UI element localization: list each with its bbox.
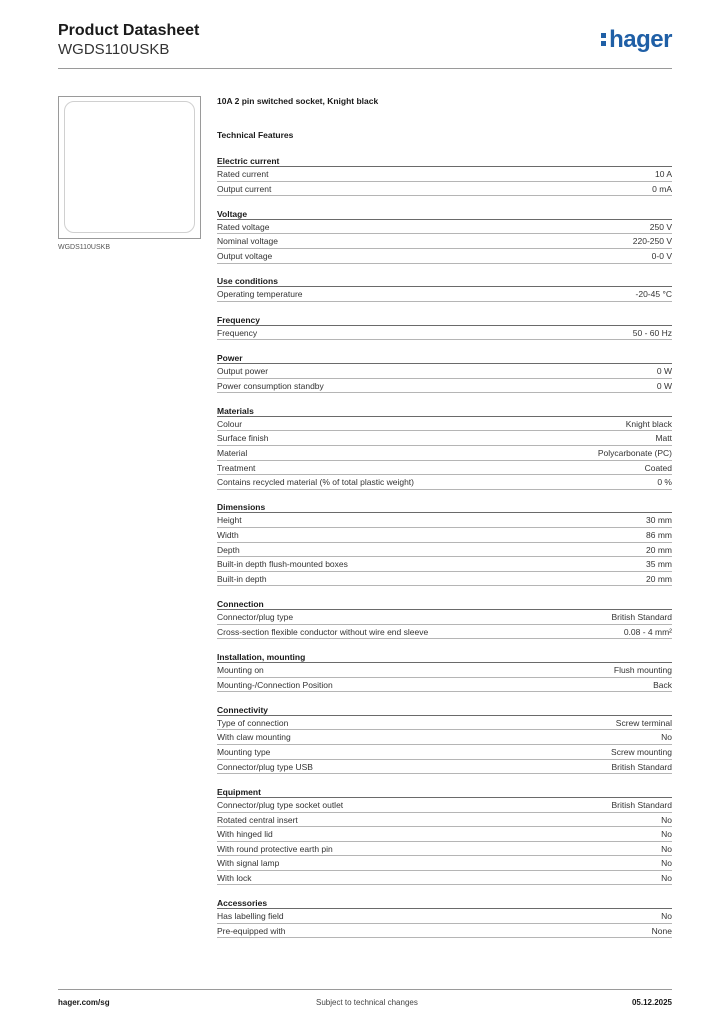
spec-label: Surface finish (217, 433, 269, 444)
spec-label: Output voltage (217, 251, 273, 262)
spec-row (217, 678, 672, 693)
spec-label: With hinged lid (217, 829, 273, 840)
spec-row (217, 364, 672, 379)
spec-label: Connector/plug type USB (217, 761, 313, 772)
spec-section (217, 206, 672, 264)
spec-row (217, 220, 672, 235)
spec-row (217, 475, 672, 490)
spec-value: 0 mA (652, 183, 672, 194)
spec-section (217, 403, 672, 490)
spec-label: With signal lamp (217, 858, 280, 869)
section-title: Power (217, 350, 672, 364)
spec-label: Connector/plug type socket outlet (217, 799, 344, 810)
spec-label: Cross-section flexible conductor without wire end sleeve (217, 626, 429, 637)
specifications-panel (217, 95, 672, 948)
spec-label: Built-in depth (217, 573, 267, 584)
spec-label: Rotated central insert (217, 814, 298, 825)
spec-label: Power consumption standby (217, 380, 324, 391)
section-title: Connection (217, 596, 672, 610)
spec-value: 35 mm (646, 559, 672, 570)
spec-label: Mounting-/Connection Position (217, 679, 333, 690)
spec-value: No (661, 858, 672, 869)
document-title: Product Datasheet (58, 22, 200, 39)
spec-label: Output power (217, 365, 269, 376)
spec-label: Treatment (217, 462, 256, 473)
spec-value: No (661, 732, 672, 743)
product-image (58, 96, 201, 239)
spec-label: Pre-equipped with (217, 925, 286, 936)
spec-row (217, 249, 672, 264)
technical-features-heading: Technical Features (217, 130, 294, 140)
logo-dots-icon (601, 31, 607, 48)
spec-label: Type of connection (217, 717, 289, 728)
hager-logo (601, 26, 672, 54)
footer-divider (58, 989, 672, 990)
spec-label: Mounting on (217, 664, 264, 675)
spec-row (217, 431, 672, 446)
spec-label: Nominal voltage (217, 236, 278, 247)
spec-value: 20 mm (646, 573, 672, 584)
spec-section (217, 312, 672, 341)
section-title: Installation, mounting (217, 649, 672, 663)
spec-row (217, 446, 672, 461)
spec-value: 220-250 V (632, 236, 672, 247)
spec-row (217, 745, 672, 760)
spec-label: Material (217, 447, 248, 458)
spec-section (217, 273, 672, 302)
section-title: Frequency (217, 312, 672, 326)
footer-website: hager.com/sg (58, 998, 110, 1007)
spec-row (217, 572, 672, 587)
spec-sections (217, 153, 672, 938)
spec-value: 50 - 60 Hz (632, 327, 672, 338)
spec-value: 0 W (656, 365, 672, 376)
product-description: 10A 2 pin switched socket, Knight black (217, 96, 379, 106)
spec-value: Coated (644, 462, 672, 473)
spec-section (217, 499, 672, 586)
spec-section (217, 649, 672, 692)
spec-label: With claw mounting (217, 732, 291, 743)
spec-value: None (651, 925, 672, 936)
spec-value: Flush mounting (613, 664, 672, 675)
spec-row (217, 730, 672, 745)
section-title: Equipment (217, 784, 672, 798)
spec-value: Polycarbonate (PC) (597, 447, 672, 458)
spec-row (217, 543, 672, 558)
spec-label: Has labelling field (217, 911, 284, 922)
footer-notice: Subject to technical changes (316, 998, 418, 1007)
spec-value: No (661, 872, 672, 883)
spec-row (217, 287, 672, 302)
spec-value: 250 V (649, 221, 672, 232)
spec-label: Mounting type (217, 747, 271, 758)
spec-label: With lock (217, 872, 252, 883)
header-divider (58, 68, 672, 69)
spec-row (217, 760, 672, 775)
spec-row (217, 528, 672, 543)
spec-value: British Standard (611, 612, 672, 623)
spec-label: Depth (217, 544, 240, 555)
spec-row (217, 924, 672, 939)
spec-section (217, 153, 672, 196)
spec-value: No (661, 843, 672, 854)
spec-section (217, 702, 672, 774)
spec-row (217, 798, 672, 813)
spec-row (217, 663, 672, 678)
spec-value: Screw mounting (611, 747, 672, 758)
spec-section (217, 350, 672, 393)
section-title: Electric current (217, 153, 672, 167)
spec-label: Contains recycled material (% of total plastic weight) (217, 477, 414, 488)
spec-row (217, 625, 672, 640)
spec-value: Screw terminal (615, 717, 672, 728)
spec-row (217, 417, 672, 432)
spec-value: No (661, 829, 672, 840)
spec-row (217, 182, 672, 197)
spec-row (217, 461, 672, 476)
section-title: Connectivity (217, 702, 672, 716)
product-code: WGDS110USKB (58, 41, 170, 58)
spec-label: Operating temperature (217, 289, 303, 300)
image-caption: WGDS110USKB (58, 244, 110, 251)
spec-row (217, 909, 672, 924)
spec-label: Output current (217, 183, 272, 194)
spec-value: No (661, 911, 672, 922)
spec-value: 20 mm (646, 544, 672, 555)
socket-plate-outline (64, 101, 195, 233)
spec-row (217, 167, 672, 182)
spec-row (217, 557, 672, 572)
spec-value: Knight black (625, 418, 672, 429)
spec-row (217, 856, 672, 871)
spec-row (217, 716, 672, 731)
spec-row (217, 326, 672, 341)
spec-value: British Standard (611, 761, 672, 772)
section-title: Accessories (217, 895, 672, 909)
spec-row (217, 871, 672, 886)
logo-text: hager (609, 26, 672, 53)
spec-label: Width (217, 530, 239, 541)
spec-row (217, 842, 672, 857)
spec-label: With round protective earth pin (217, 843, 333, 854)
spec-row (217, 513, 672, 528)
spec-row (217, 827, 672, 842)
spec-label: Rated voltage (217, 221, 270, 232)
spec-row (217, 379, 672, 394)
spec-label: Connector/plug type (217, 612, 294, 623)
spec-row (217, 610, 672, 625)
spec-label: Colour (217, 418, 243, 429)
spec-label: Height (217, 515, 242, 526)
section-title: Materials (217, 403, 672, 417)
section-title: Use conditions (217, 273, 672, 287)
spec-value: Matt (655, 433, 672, 444)
spec-section (217, 784, 672, 886)
spec-value: Back (653, 679, 672, 690)
section-title: Dimensions (217, 499, 672, 513)
section-title: Voltage (217, 206, 672, 220)
spec-row (217, 813, 672, 828)
spec-value: 0.08 - 4 mm² (623, 626, 672, 637)
spec-label: Rated current (217, 169, 269, 179)
page-header (58, 20, 672, 70)
spec-value: -20-45 °C (635, 289, 672, 300)
spec-value: 0-0 V (651, 251, 672, 262)
spec-label: Frequency (217, 327, 258, 338)
spec-section (217, 596, 672, 639)
spec-section (217, 895, 672, 938)
spec-value: British Standard (611, 799, 672, 810)
spec-label: Built-in depth flush-mounted boxes (217, 559, 348, 570)
spec-value: 0 W (656, 380, 672, 391)
spec-value: 86 mm (646, 530, 672, 541)
spec-value: 30 mm (646, 515, 672, 526)
spec-value: 0 % (657, 477, 672, 488)
spec-row (217, 234, 672, 249)
footer-date: 05.12.2025 (631, 998, 672, 1007)
spec-value: 10 A (654, 169, 672, 179)
spec-value: No (661, 814, 672, 825)
